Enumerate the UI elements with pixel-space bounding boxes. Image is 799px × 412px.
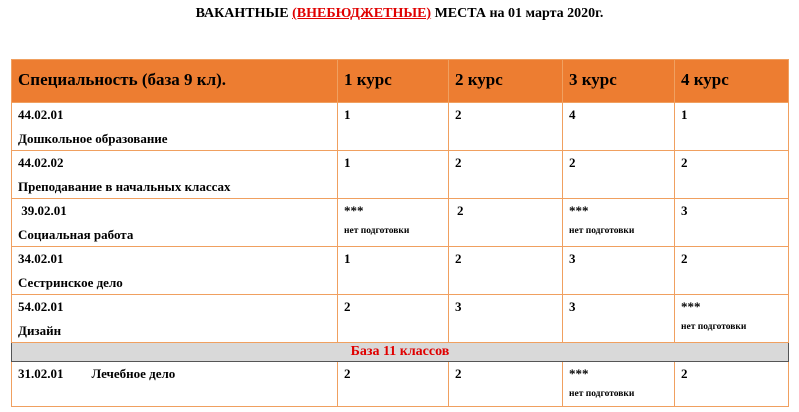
course-3-value: 2 <box>569 155 576 170</box>
specialty-name: Сестринское дело <box>18 275 123 290</box>
no-training-note: нет подготовки <box>681 322 747 332</box>
course-4-cell <box>675 295 789 343</box>
course-3-cell <box>563 362 675 407</box>
title-suffix: МЕСТА на 01 марта 2020г. <box>431 6 604 21</box>
course-4-value: 2 <box>681 251 688 266</box>
section-row <box>12 343 789 362</box>
course-2-cell <box>449 199 563 247</box>
table-header-row <box>12 60 789 103</box>
course-2-cell <box>449 295 563 343</box>
course-1-value: 2 <box>344 366 351 381</box>
course-2-value: 2 <box>455 155 462 170</box>
title-prefix: ВАКАНТНЫЕ <box>195 6 293 21</box>
no-training-note: нет подготовки <box>344 226 410 236</box>
course-3-value: *** <box>569 203 589 218</box>
course-4-value: 2 <box>681 155 688 170</box>
table-row <box>12 362 789 407</box>
header-course-4: 4 курс <box>675 60 789 103</box>
course-1-value: *** <box>344 203 364 218</box>
header-course-3: 3 курс <box>563 60 675 103</box>
course-1-value: 1 <box>344 155 351 170</box>
course-3-cell <box>563 247 675 295</box>
course-1-cell <box>338 362 449 407</box>
course-1-cell <box>338 295 449 343</box>
specialty-cell <box>12 247 338 295</box>
course-4-cell <box>675 247 789 295</box>
table-row <box>12 247 789 295</box>
course-4-value: 2 <box>681 366 688 381</box>
specialty-name: Дизайн <box>18 323 62 338</box>
specialty-cell <box>12 295 338 343</box>
table-row <box>12 199 789 247</box>
vacancies-table <box>11 59 789 407</box>
specialty-cell <box>12 103 338 151</box>
specialty-cell <box>12 199 338 247</box>
page-title <box>0 6 799 22</box>
specialty-name: Дошкольное образование <box>18 131 168 146</box>
header-specialty: Специальность (база 9 кл). <box>12 60 338 103</box>
title-highlight: (ВНЕБЮДЖЕТНЫЕ) <box>292 6 432 21</box>
no-training-note: нет подготовки <box>569 226 635 236</box>
course-3-cell <box>563 151 675 199</box>
specialty-code: 31.02.01 <box>18 366 64 381</box>
course-4-cell <box>675 103 789 151</box>
course-3-value: 4 <box>569 107 576 122</box>
course-1-value: 1 <box>344 107 351 122</box>
course-1-value: 2 <box>344 299 351 314</box>
course-4-cell <box>675 199 789 247</box>
course-4-value: 1 <box>681 107 688 122</box>
course-3-cell <box>563 103 675 151</box>
specialty-cell <box>12 151 338 199</box>
course-1-cell <box>338 151 449 199</box>
course-1-value: 1 <box>344 251 351 266</box>
course-2-value: 2 <box>457 203 464 218</box>
no-training-note: нет подготовки <box>569 389 635 399</box>
course-1-cell <box>338 199 449 247</box>
section-label: База 11 классов <box>12 343 789 362</box>
course-3-cell <box>563 199 675 247</box>
course-3-cell <box>563 295 675 343</box>
course-2-value: 2 <box>455 366 462 381</box>
course-4-value: *** <box>681 299 701 314</box>
course-4-value: 3 <box>681 203 688 218</box>
specialty-name: Лечебное дело <box>91 366 176 381</box>
course-3-value: 3 <box>569 251 576 266</box>
header-course-2: 2 курс <box>449 60 563 103</box>
course-2-value: 2 <box>455 107 462 122</box>
table-row <box>12 103 789 151</box>
course-2-cell <box>449 151 563 199</box>
table-row <box>12 151 789 199</box>
specialty-code: 54.02.01 <box>18 299 64 314</box>
course-2-cell <box>449 103 563 151</box>
specialty-code: 39.02.01 <box>18 203 67 218</box>
specialty-code: 44.02.01 <box>18 107 64 122</box>
course-2-cell <box>449 362 563 407</box>
specialty-code: 34.02.01 <box>18 251 64 266</box>
course-1-cell <box>338 103 449 151</box>
course-1-cell <box>338 247 449 295</box>
specialty-code: 44.02.02 <box>18 155 64 170</box>
specialty-cell <box>12 362 338 407</box>
course-4-cell <box>675 151 789 199</box>
course-2-cell <box>449 247 563 295</box>
specialty-name: Преподавание в начальных классах <box>18 179 231 194</box>
course-4-cell <box>675 362 789 407</box>
course-2-value: 2 <box>455 251 462 266</box>
course-2-value: 3 <box>455 299 462 314</box>
specialty-name: Социальная работа <box>18 227 134 242</box>
header-course-1: 1 курс <box>338 60 449 103</box>
course-3-value: 3 <box>569 299 576 314</box>
course-3-value: *** <box>569 366 589 381</box>
table-row <box>12 295 789 343</box>
